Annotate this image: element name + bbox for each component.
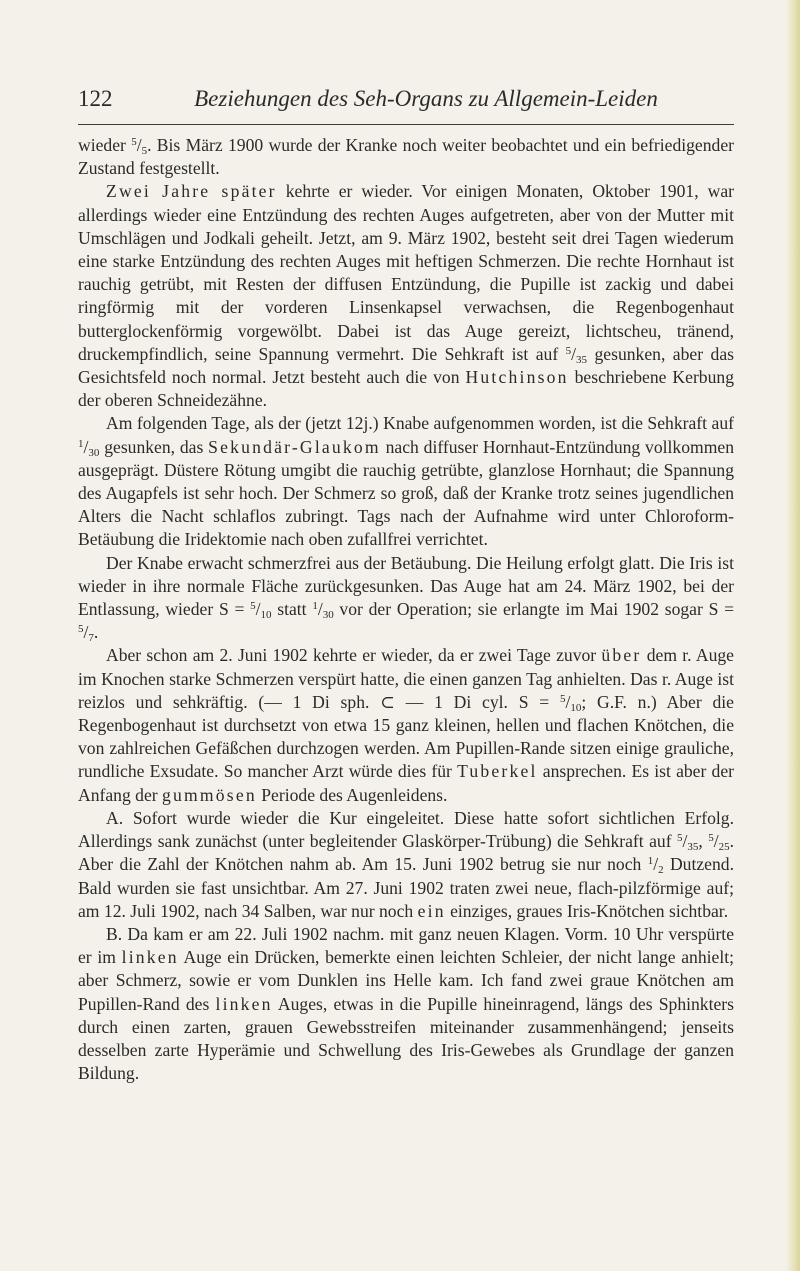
emphasis-text: linken (121, 947, 179, 968)
emphasis-text: ein (417, 900, 446, 921)
paragraph: Am folgenden Tage, als der (jetzt 12j.) Knabe aufgenommen worden, ist die Sehkraft auf $^1/_{30}$ gesunken, das Sekundär-Glaukom nach diffuser Hornhaut-Entzündung vollkommen ausgeprägt. Düstere Rötung umgibt die rauchig getrübte, glanzlose Hornhaut; die Spannung des Augapfels ist sehr hoch. Der Schmerz so groß, daß der Kranke trotz seines jugendlichen Alters die Nacht schlaflos zubringt. Tags nach der Aufnahme wird unter Chloroform-Betäubung die Iridektomie nach oben zufallfrei verrichtet. (78, 413, 734, 550)
header-rule (78, 124, 734, 125)
page-edge (786, 0, 800, 1271)
emphasis-text: Zwei Jahre später (106, 181, 277, 202)
page-number: 122 (78, 86, 113, 111)
emphasis-text: linken (215, 993, 273, 1014)
running-title: Beziehungen des Seh-Organs zu Allgemein-Leiden (194, 86, 658, 111)
paragraph: A. Sofort wurde wieder die Kur eingeleitet. Diese hatte sofort sichtlichen Erfolg. Allerdings sank zunächst (unter begleitender Glaskörper-Trübung) die Sehkraft auf $^5/_{35}$, $^5/_{25}$. Aber die Zahl der Knötchen nahm ab. Am 15. Juni 1902 betrug sie nur noch $^1/_2$ Dutzend. Bald wurden sie fast unsichtbar. Am 27. Juni 1902 traten zwei neue, flach-pilzförmige auf; am 12. Juli 1902, nach 34 Salben, war nur noch ein einziges, graues Iris-Knötchen sichtbar. (78, 807, 735, 921)
paragraph: Aber schon am 2. Juni 1902 kehrte er wieder, da er zwei Tage zuvor über dem r. Auge im Knochen starke Schmerzen verspürt hatte, die einen ganzen Tag anhielten. Das r. Auge ist reizlos und sehkräftig. (— 1 Di sph. ⊂ — 1 Di cyl. $S = ^5/_{10}$; G.F. n.) Aber die Regenbogenhaut ist durchsetzt von etwa 15 ganz kleinen, hellen und flachen Knötchen, die von zahlreichen Gefäßchen durchzogen werden. Am Pupillen-Rande sitzen einige grauliche, rundliche Exsudate. So mancher Arzt würde dies für Tuberkel ansprechen. Es ist aber der Anfang der gummösen Periode des Augenleidens. (78, 645, 734, 805)
emphasis-text: gummösen (162, 784, 257, 805)
running-header (78, 84, 734, 114)
emphasis-text: Tuberkel (457, 761, 538, 782)
paragraph: B. Da kam er am 22. Juli 1902 nachm. mit ganz neuen Klagen. Vorm. 10 Uhr verspürte er im linken Auge ein Drücken, bemerkte einen leichten Schleier, der nicht lange anhielt; aber Schmerz, sowie er vom Dunklen ins Helle kam. Ich fand zwei graue Knötchen am Pupillen-Rand des linken Auges, etwas in die Pupille hineinragend, längs des Sphinkters durch einen zarten, grauen Gewebsstreifen miteinander zusammenhängend; jenseits desselben zarte Hyperämie und Schwellung des Iris-Gewebes als Grundlage der ganzen Bildung. (78, 923, 734, 1084)
body-text (78, 134, 734, 1085)
emphasis-text: über (601, 645, 642, 666)
paragraph: Zwei Jahre später kehrte er wieder. Vor einigen Monaten, Oktober 1901, war allerdings wieder eine Entzündung des rechten Auges aufgetreten, aber von der Mutter mit Umschlägen und Jodkali geheilt. Jetzt, am 9. März 1902, besteht seit drei Tagen wiederum eine starke Entzündung des rechten Auges mit heftigen Schmerzen. Die rechte Hornhaut ist rauchig getrübt, mit Resten der diffusen Entzündung, die Pupille ist zackig und dabei ringförmig mit der vorderen Linsenkapsel verwachsen, die Regenbogenhaut butterglockenförmig vorgewölbt. Dabei ist das Auge gereizt, lichtscheu, tränend, druckempfindlich, seine Spannung vermehrt. Die Sehkraft ist auf $^5/_{35}$ gesunken, aber das Gesichtsfeld noch normal. Jetzt besteht auch die von Hutchinson beschriebene Kerbung der oberen Schneidezähne. (78, 181, 734, 411)
paragraph: Der Knabe erwacht schmerzfrei aus der Betäubung. Die Heilung erfolgt glatt. Die Iris ist wieder in ihre normale Fläche zurückgesunken. Das Auge hat am 24. März 1902, bei der Entlassung, wieder $S = ^5/_{10}$ statt $^1/_{30}$ vor der Operation; sie erlangte im Mai 1902 sogar $S = ^5/_7$. (78, 552, 735, 645)
emphasis-name: Hutchinson (465, 367, 569, 388)
paragraph: wieder $^5/_5$. Bis März 1900 wurde der Kranke noch weiter beobachtet und ein befriedigender Zustand festgestellt. (78, 135, 734, 179)
emphasis-text: Sekundär-Glaukom (208, 436, 381, 457)
